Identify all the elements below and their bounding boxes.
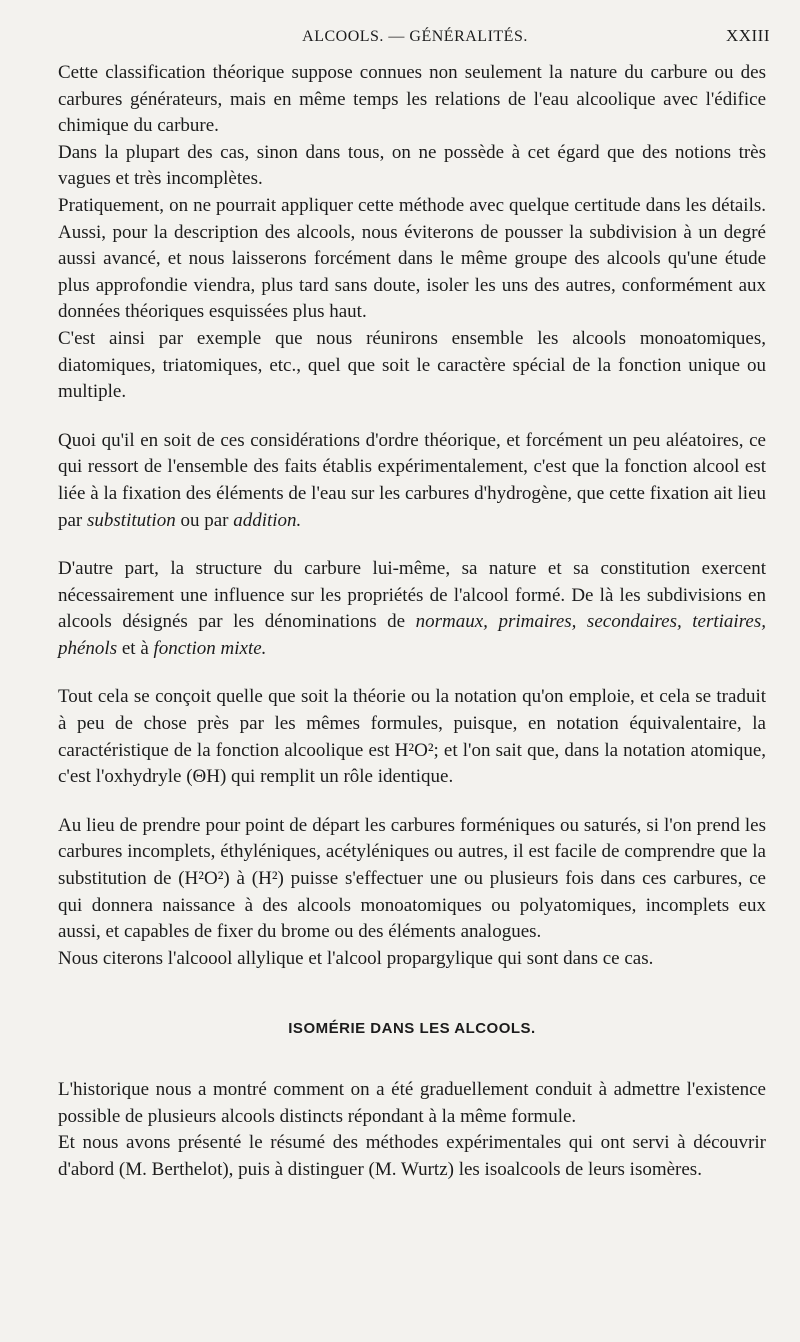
- paragraph-6-text-b: et à: [117, 637, 154, 659]
- paragraph-6-text-a: D'autre part, la structure du carbure lui-même, sa nature et sa constitution exercent nécessairement une influence sur les propriétés de l'alcool formé. De là les subdivisions en alcools désignés par les dénominations de: [58, 558, 766, 633]
- paragraph-2: Dans la plupart des cas, sinon dans tous, on ne possède à cet égard que des notions très vagues et très incomplètes.: [58, 141, 766, 190]
- paragraph-6-emphasis-types: normaux, primaires, secondaires, tertiaires, phénols: [58, 611, 766, 659]
- paragraph-5-text-b: ou par: [175, 509, 234, 531]
- paragraph-8: Au lieu de prendre pour point de départ les carbures forméniques ou saturés, si l'on prend les carbures incomplets, éthyléniques, acétyléniques ou autres, il est facile de comprendre que la substitution de (H²O²) à (H²) puisse s'effectuer une ou plusieurs fois dans ces carbures, ce qui donnera naissance à des alcools monoatomiques ou polyatomiques, incomplets eux aussi, et capables de fixer du brome ou des éléments analogues.: [58, 814, 766, 943]
- running-head: ALCOOLS. — GÉNÉRALITÉS.: [302, 28, 528, 45]
- paragraph-1: Cette classification théorique suppose connues non seulement la nature du carbure ou des carbures générateurs, mais en même temps les relations de l'eau alcoolique avec l'édifice chimique du carbure.: [58, 62, 766, 137]
- paragraph-5: [58, 428, 766, 534]
- paragraph-5-emphasis-addition: addition.: [233, 509, 302, 531]
- section-heading: ISOMÉRIE DANS LES ALCOOLS.: [288, 1020, 536, 1038]
- paragraph-4: C'est ainsi par exemple que nous réunirons ensemble les alcools monoatomiques, diatomiques, triatomiques, etc., quel que soit le caractère spécial de la fonction unique ou multiple.: [58, 327, 766, 403]
- paragraph-3: Pratiquement, on ne pourrait appliquer cette méthode avec quelque certitude dans les détails. Aussi, pour la description des alcools, nous éviterons de pousser la subdivision à un degré aussi avancé, et nous laisserons forcément dans le même groupe des alcools qu'une étude plus approfondie viendra, plus tard sans doute, isoler les uns des autres, conformément aux données théoriques esquissées plus haut.: [58, 194, 766, 323]
- body-text: [58, 60, 766, 1183]
- paragraph-9: Nous citerons l'alcoool allylique et l'alcool propargylique qui sont dans ce cas.: [58, 947, 654, 969]
- page-number: XXIII: [725, 26, 770, 45]
- paragraph-5-emphasis-substitution: substitution: [87, 509, 176, 531]
- paragraph-5-text-a: Quoi qu'il en soit de ces considérations d'ordre théorique, et forcément un peu aléatoires, ce qui ressort de l'ensemble des faits établis expérimentalement, c'est que la fonction alcool est liée à la fixation des éléments de l'eau sur les carbures d'hydrogène, que cette fixation ait lieu par: [58, 429, 766, 531]
- paragraph-7: Tout cela se conçoit quelle que soit la théorie ou la notation qu'on emploie, et cela se traduit à peu de chose près par les mêmes formules, puisque, en notation équivalentaire, la caractéristique de la fonction alcoolique est H²O²; et l'on sait que, dans la notation atomique, c'est l'oxhydryle (ΘH) qui remplit un rôle identique.: [58, 686, 766, 788]
- paragraph-11: Et nous avons présenté le résumé des méthodes expérimentales qui ont servi à découvrir d'abord (M. Berthelot), puis à distinguer (M. Wurtz) les isoalcools de leurs isomères.: [58, 1132, 766, 1180]
- paragraph-6-emphasis-mixte: fonction mixte.: [153, 637, 267, 659]
- page-header: [60, 22, 770, 52]
- paragraph-10: L'historique nous a montré comment on a été graduellement conduit à admettre l'existence possible de plusieurs alcools distincts répondant à la même formule.: [58, 1079, 766, 1127]
- paragraph-6: [58, 556, 766, 662]
